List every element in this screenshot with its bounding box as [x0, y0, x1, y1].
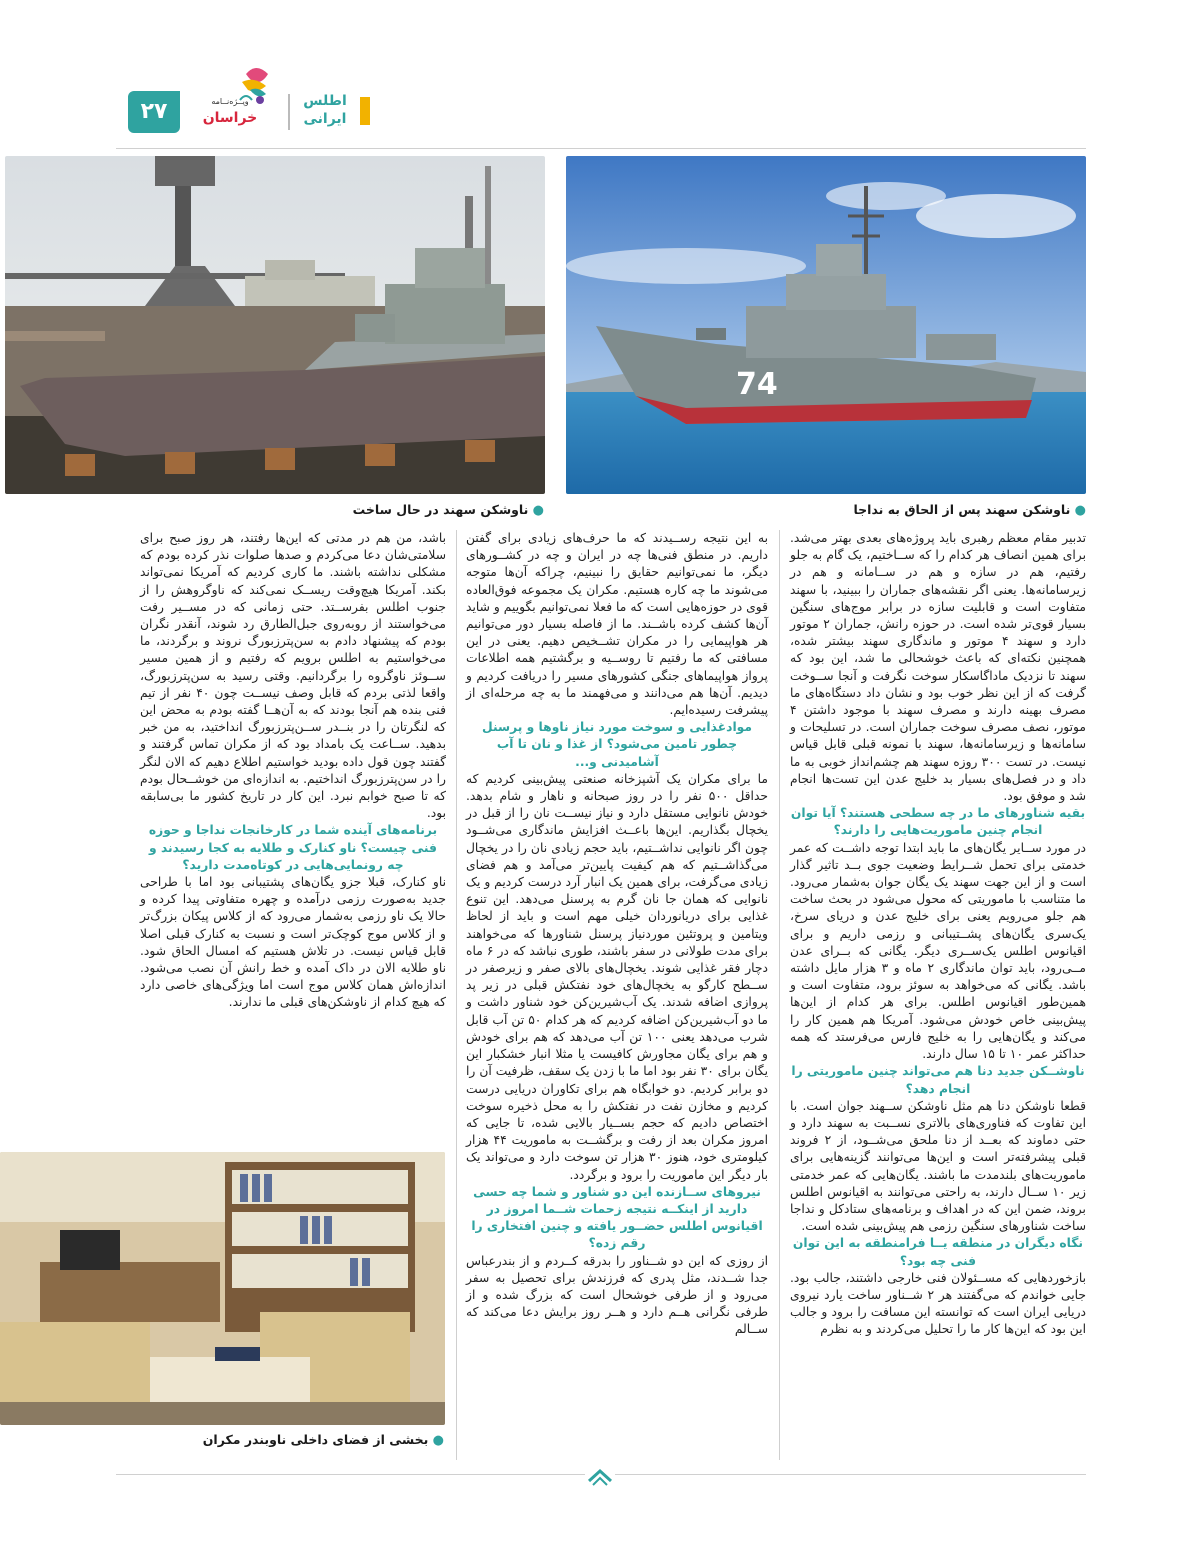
section-title: [294, 92, 356, 128]
accent-bar: [360, 97, 370, 125]
paragraph: قطعا ناوشکن دنا هم مثل ناوشکن ســهند جوان است. با این تفاوت که فناوری‌های بالاتری نســبت به سهند دارد و حتی دماوند که بعــد از دنا ملحق می‌شــود، از ۲ فروند قبلی پیشرفته‌تر است و این‌ها می‌توانند گزینه‌هایی برای ماموریت‌های بلندمدت ما باشند. یگان‌هایی که عمر خدمتی زیر ۱۰ ســال دارند، به راحتی می‌توانند به اقیانوس اطلس بروند، ضمن این که در اهداف و برنامه‌های ستادکل و نداجا ساخت شناورهای سنگین رزمی هم پیش‌بینی شده است.: [790, 1098, 1086, 1234]
column-separator: [779, 530, 780, 1460]
interview-question: نگاه دیگران در منطقه یــا فرامنطقه به این توان فنی چه بود؟: [792, 1236, 1084, 1268]
section-title-line1: اطلس: [303, 93, 347, 109]
khorasan-supplement-logo: [184, 60, 284, 140]
brand-supplement-text: ویــژه‌نــامه: [211, 97, 249, 106]
bullet-dot-icon: ●: [1074, 503, 1086, 518]
interview-question: موادغذایی و سوخت مورد نیاز ناوها و پرسنل چطور تامین می‌شود؟ از غذا و نان تا آب آشامیدنی و...: [482, 720, 752, 769]
caption-interior-text: بخشی از فضای داخلی ناوبندر مکران: [202, 1432, 429, 1447]
photo-sahand-construction: [5, 156, 545, 494]
article-column-middle: [466, 530, 768, 1339]
photo-makran-interior: [0, 1152, 445, 1425]
photo-sahand-at-sea: [566, 156, 1086, 494]
paragraph: ما برای مکران یک آشپزخانه صنعتی پیش‌بینی کردیم که حداقل ۵۰۰ نفر را در روز صبحانه و ناهار و شام بدهد. خودش نانوایی مستقل دارد و نیاز نیســت نان را از قبل در یخچال بگذاریم. این‌ها باعــث افزایش ماندگاری می‌شــود چون اگر نانوایی نداشــتیم، باید حجم زیادی نان را در یخچال می‌گذاشــتیم که هم کیفیت پایین‌تر می‌آمد و هم فضای زیادی می‌گرفت، برای همین یک انبار آرد درست کردیم و یک نانوایی که همان جا نان گرم به پرسنل می‌دهد. این تنوع غذایی برای دریانوردان خیلی مهم است و باید از لحاظ ویتامین و پروتئین موردنیاز پرسنل شناورها که می‌خواهند برای مدت طولانی در سفر باشند، طوری نباشد که در ۶ ماه دچار فقر غذایی شوند. یخچال‌های بالای صفر و زیرصفر در ســطح کارگو به یخچال‌های خود نفتکش قبلی در زیر پد پروازی اضافه شدند. یک آب‌شیرین‌کن خود شناور داشت و ما دو آب‌شیرین‌کن اضافه کردیم که هر کدام ۵۰ تن آب قابل شرب می‌دهد یعنی ۱۰۰ تن آب می‌دهد که هم برای خودش و هم برای یگان مجاورش کافیست یا مثلا انبار خشکبار این یگان برای ۳۰ نفر بود اما ما با زدن یک سقف، ظرفیت آن را دو برابر کردیم. دو خوابگاه هم برای تکاوران دریایی درست کردیم و مخازن نفت در نفتکش را به محل ذخیره سوخت اختصاص دادیم که حجم بســیار بالایی شده، تا جایی که امروز مکران بعد از رفت و برگشــت به ماموریت ۴۴ هزار کیلومتری خود، هنوز ۳۰ هزار تن سوخت دارد و می‌تواند یک بار دیگر این ماموریت را برود و برگردد.: [466, 771, 769, 1182]
interview-question: نیروهای ســازنده این دو شناور و شما چه حسی دارید از اینکــه نتیجه زحمات شــما امروز در اقیانوس اطلس حضــور یافته و چنین افتخاری را رقم زده؟: [471, 1184, 763, 1251]
paragraph: بازخوردهایی که مســئولان فنی خارجی داشتند، جالب بود. جایی خواندم که می‌گفتند هر ۲ شــناور ساخت یارد نیروی دریایی ایران است که توانسته این مسافت را برود و جالب این بود که این‌ها کار ما را تحلیل می‌کردند و به نظرم: [790, 1270, 1086, 1337]
header-divider: [288, 94, 290, 130]
paragraph: از روزی که این دو شــناور را بدرقه کــردم و از بندرعباس جدا شــدند، مثل پدری که فرزندش برای تحصیل به سفر می‌رود و از طرفی خوشحال است که بزرگ شده و از طرفی نگرانی هــم دارد و هــر روز برایش دعا می‌کند که ســالم: [466, 1253, 768, 1337]
column-separator: [456, 530, 457, 1460]
interview-question: ناوشــکن جدید دنا هم می‌تواند چنین ماموریتی را انجام دهد؟: [791, 1064, 1085, 1096]
hull-number-text: 74: [736, 367, 778, 402]
paragraph: باشد، من هم در مدتی که این‌ها رفتند، هر روز صبح برای سلامتی‌شان دعا می‌کردم و صدها صلوات نذر کرده بودم که مشکلی نداشته باشند. ما کاری کردیم که آمریکا نمی‌تواند بکند. آمریکا هیچ‌وقت ریســک نمی‌کند که ناوگروهش را از جنوب اطلس بفرســتد. حتی زمانی که در مســیر رفت می‌خواستند از روبه‌روی جبل‌الطارق رد شوند، آنقدر نگران بودم که پیشنهاد دادم به سن‌پترزبورگ نروند و برگردند، ما می‌خواستیم به اطلس برویم که رفتیم و از همین مسیر ســوئز ناوگروه را برگردانیم. وقتی رسید به سن‌پترزبورگ، واقعا لذتی بردم که قابل وصف نیســت چون ۴۰ نفر از تیم فنی بنده هم آنجا بودند که به آن‌هــا گفته بودم به محض این که لنگرتان را در بنــدر ســن‌پترزبورگ انداختید، به من خبر بدهید. ســاعت یک بامداد بود که از مکران تماس گرفتند و گفتند چون قول داده بودید خواستیم اطلاع دهیم که الان لنگر را در سن‌پترزبورگ انداختیم. به اندازه‌ای من خوشــحال بودم که تا صبح خوابم نبرد. این کار در تاریخ کشور ما بی‌سابقه بود.: [140, 531, 446, 821]
article-column-left: [140, 530, 446, 1012]
section-title-line2: ایرانی: [303, 111, 347, 127]
page-number: ۲۷: [128, 91, 180, 133]
caption-sahand: [853, 502, 1086, 518]
paragraph: در مورد ســایر یگان‌های ما باید ابتدا توجه داشــت که عمر خدمتی برای تحمل شــرایط وضعیت جوی بــد تاثیر گذار است و از این جهت سهند یک یگان جوان به‌شمار می‌رود. ما متناسب با ماموریتی که محول می‌شود در بحث ساخت هم جلو می‌رویم یعنی برای خلیج عدن و دریای سرخ، یک‌سری یگان‌های پشــتیبانی و رزمی داریم و برای اقیانوس اطلس یک‌ســری دیگر. یگانی که بــرای عدن مــی‌رود، باید توان ماندگاری ۲ ماه و ۳ هزار مایل داشته باشد. یگانی که می‌خواهد به سوئز برود، متفاوت است و همین‌طور اقیانوس اطلس. برای هر کدام از این‌ها پیش‌بینی خاص خودش می‌شود. آمریکا هم همین کار را می‌کند و یگان‌هایی را به خلیج فارس می‌فرستد که همه حداکثر عمر ۱۰ تا ۱۵ سال دارند.: [790, 840, 1086, 1062]
interview-question: برنامه‌های آینده شما در کارخانجات نداجا و حوزه فنی چیست؟ ناو کنارک و طلایه به کجا رسیدند و چه رونمایی‌هایی در کوتاه‌مدت دارید؟: [148, 823, 438, 872]
bullet-dot-icon: ●: [432, 1433, 444, 1448]
interview-question: بقیه شناورهای ما در چه سطحی هستند؟ آیا توان انجام چنین ماموریت‌هایی را دارند؟: [790, 806, 1086, 838]
paragraph: به این نتیجه رســیدند که ما حرف‌های زیادی برای گفتن داریم. در منطق فنی‌ها چه در ایران و چه در کشــورهای دیگر، ما نمی‌توانیم حقایق را نبینیم، چراکه آن‌ها متوجه می‌شوند ما چه کاره هستیم. مکران یک مجموعه فوق‌العاده قوی در حوزه‌هایی است که ما فعلا نمی‌توانیم بگوییم و شاید آن‌ها کشف کرده باشــند. ما از فاصله بسیار دور می‌توانیم هر هواپیمایی را در مکران تشــخیص دهیم. یعنی در این مسافتی که ما رفتیم تا روســیه و برگشتیم همه اطلاعات پرواز هواپیماهای جنگی کشورهای مسیر را دریافت کردیم و دیدیم. آن‌ها هم می‌دانند و می‌فهمند ما به چه مرحله‌ای از پیشرفت رسیده‌ایم.: [466, 531, 768, 718]
paragraph: تدبیر مقام معظم رهبری باید پروژه‌های بعدی بهتر می‌شد. برای همین انصاف هر کدام را که ســاختیم، یک گام به جلو رفتیم، هم در سازه و هم در ســامانه و هم در زیرسامانه‌ها. یعنی اگر نقشه‌های جماران را ببینید، با سهند متفاوت است و قابلیت سازه در برابر موج‌های سنگین بسیار قوی‌تر شده است. در حوزه رانش، جماران ۲ موتور دارد و سهند ۴ موتور و ماندگاری سهند بیشتر شده، همچنین نکته‌ای که باعث خوشحالی ما شد، این بود که سهند تا نزدیک ماداگاسکار سوخت نگرفت و آنجا ســوخت گرفت که از این نظر خوب بود و نشان داد دستگاه‌های ما مصرف بهینه دارند و مصرف سهند با موجود داشتن ۴ موتور، نصف مصرف سوخت جماران است. در تسلیحات و سامانه‌ها و زیرسامانه‌ها، سهند با نمونه قبلی قابل قیاس نیست. در تست ۳۰۰ روزه سهند هم چشم‌انداز خوبی به ما داد و در فصل‌های بسیار بد خلیج عدن این تست‌ها انجام شد و موفق بود.: [790, 531, 1087, 804]
bullet-dot-icon: ●: [532, 503, 544, 518]
caption-construction: [353, 502, 544, 518]
footer-chevron-icon: [585, 1465, 615, 1487]
caption-sahand-text: ناوشکن سهند پس از الحاق به نداجا: [853, 502, 1071, 517]
caption-construction-text: ناوشکن سهند در حال ساخت: [352, 502, 529, 517]
caption-interior: [203, 1432, 444, 1448]
header-rule: [116, 148, 1086, 149]
article-column-right: [790, 530, 1086, 1339]
paragraph: ناو کنارک، قبلا جزو یگان‌های پشتیبانی بود اما با طراحی جدید به‌صورت رزمی درآمده و چهره متفاوتی پیدا کرده و حالا یک ناو رزمی به‌شمار می‌رود که از کلاس پیکان بزرگ‌تر و از کلاس موج کوچک‌تر است و نسبت به کنارک قبلی اصلا قابل قیاس نیست. در تلاش هستیم که امسال الحاق شود. ناو طلایه الان در داک آمده و خط رانش آن نصب می‌شود. اندازه‌اش همان کلاس موج است اما ویژگی‌های خاصی دارد که هیچ کدام از ناوشکن‌های قبلی ما ندارند.: [140, 875, 446, 1010]
brand-name-text: خراسان: [202, 110, 258, 126]
